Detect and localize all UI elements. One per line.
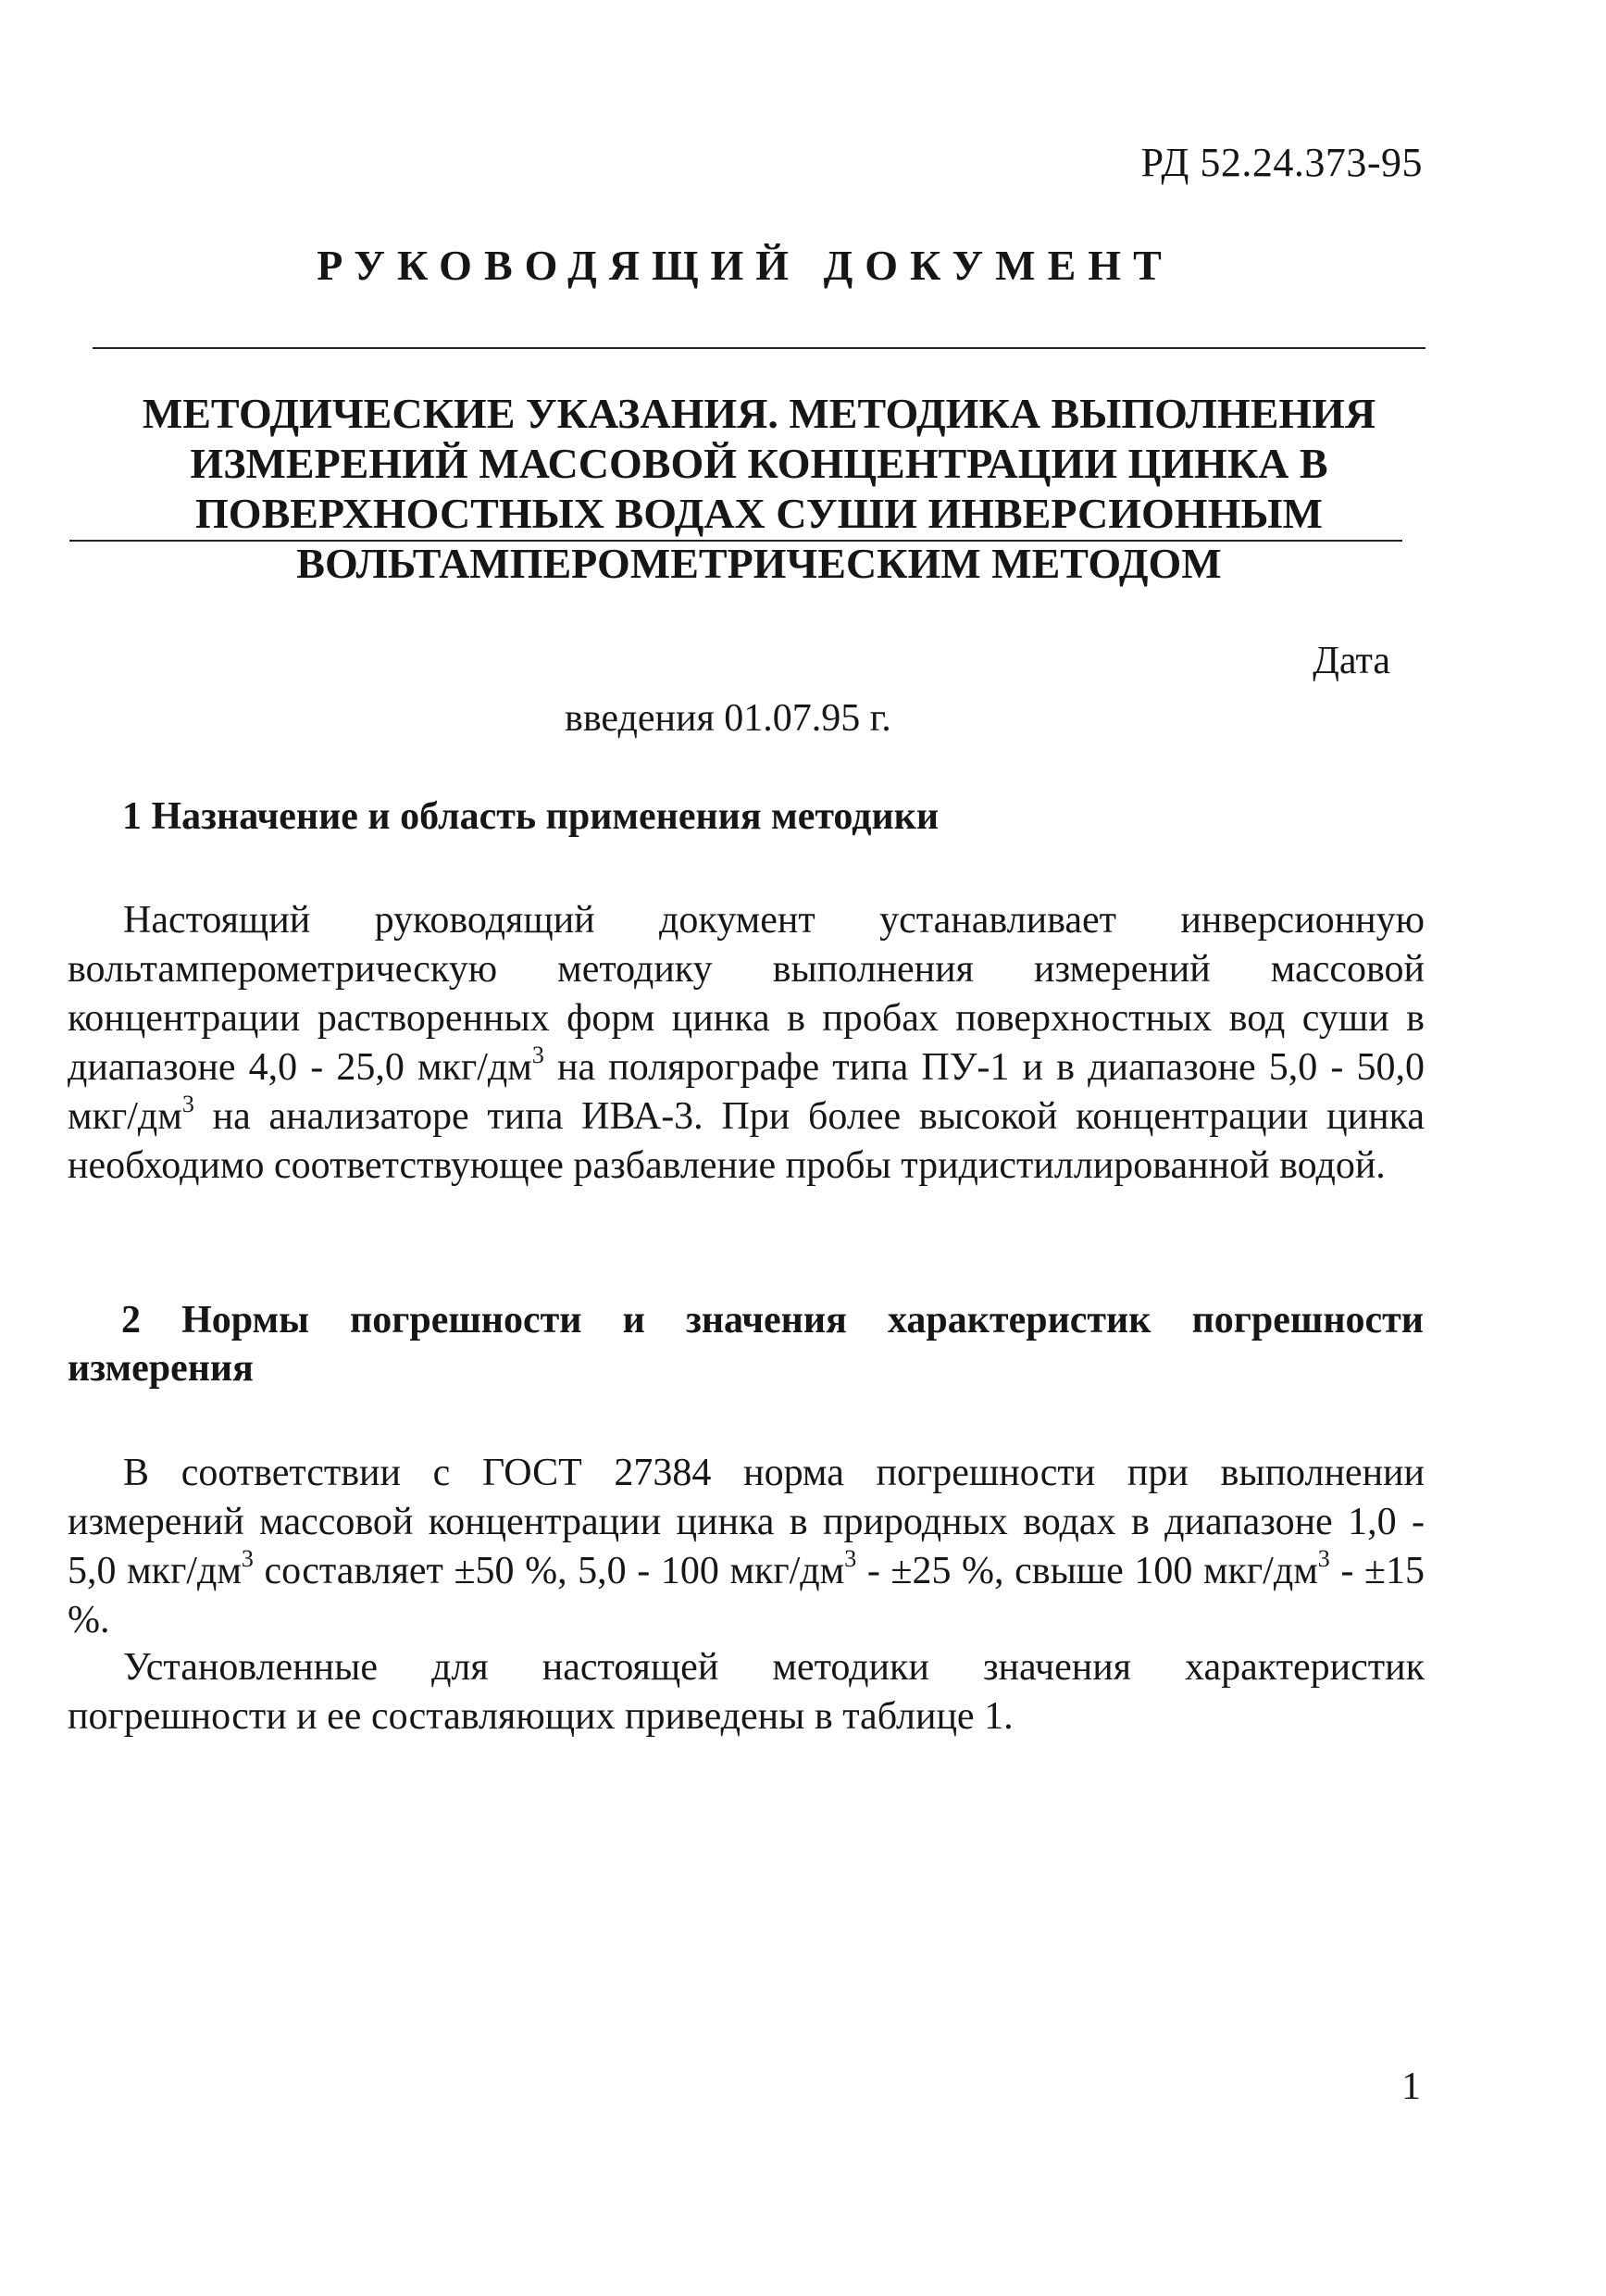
introduction-date-label: Дата	[1313, 640, 1390, 682]
document-type-heading: РУКОВОДЯЩИЙ ДОКУМЕНТ	[317, 242, 1174, 289]
section-2-paragraph-1	[68, 1449, 1425, 1645]
section-1-text-a: Настоящий руководящий документ устанавливает инверсионную вольтамперометрическую методику выполнения измерений массовой концентрации растворенных форм цинка в пробах поверхностных вод суши в диапазоне 4,0 - 25,0 мкг/дм	[68, 899, 1425, 1089]
section-1-text-b: на полярографе типа ПУ-1 и в диапазоне 5,0 - 50,0 мкг/дм	[68, 1046, 1425, 1138]
section-2-heading: 2 Нормы погрешности и значения характеристик погрешности измерения	[68, 1299, 1424, 1390]
document-code: РД 52.24.373-95	[1140, 140, 1423, 185]
superscript: 3	[844, 1545, 857, 1572]
title-line-3: ПОВЕРХНОСТНЫХ ВОДАХ СУШИ ИНВЕРСИОННЫМ	[195, 490, 1323, 537]
section-1-heading: 1 Назначение и область применения методики	[122, 795, 940, 838]
title-line-1: МЕТОДИЧЕСКИЕ УКАЗАНИЯ. МЕТОДИКА ВЫПОЛНЕНИЯ	[142, 390, 1376, 437]
section-1-paragraph	[68, 896, 1425, 1191]
header-divider	[93, 347, 1425, 349]
superscript: 3	[241, 1545, 254, 1572]
title-line-2: ИЗМЕРЕНИЙ МАССОВОЙ КОНЦЕНТРАЦИИ ЦИНКА В	[190, 440, 1328, 487]
document-title	[93, 389, 1425, 589]
superscript: 3	[1317, 1545, 1330, 1572]
section-2-text-d: - ±15 %.	[68, 1550, 1425, 1641]
section-2-paragraph-2: Установленные для настоящей методики значения характеристик погрешности и ее составляющих приведены в таблице 1.	[68, 1646, 1425, 1738]
section-2-text-a: В соответствии с ГОСТ 27384 норма погрешности при выполнении измерений массовой концентрации цинка в природных водах в диапазоне 1,0 - 5,0 мкг/дм	[68, 1452, 1425, 1592]
section-1-text-c: на анализаторе типа ИВА-3. При более высокой концентрации цинка необходимо соответствующее разбавление пробы тридистиллированной водой.	[68, 1095, 1425, 1187]
title-line-4: ВОЛЬТАМПЕРОМЕТРИЧЕСКИМ МЕТОДОМ	[296, 540, 1222, 587]
section-2-text-c: - ±25 %, свыше 100 мкг/дм	[856, 1550, 1318, 1592]
section-2-text-b: составляет ±50 %, 5,0 - 100 мкг/дм	[253, 1550, 845, 1592]
introduction-date-value: введения 01.07.95 г.	[565, 697, 891, 740]
page-number: 1	[1401, 2065, 1421, 2108]
superscript: 3	[531, 1042, 544, 1068]
title-divider	[69, 540, 1402, 542]
superscript: 3	[181, 1091, 194, 1117]
